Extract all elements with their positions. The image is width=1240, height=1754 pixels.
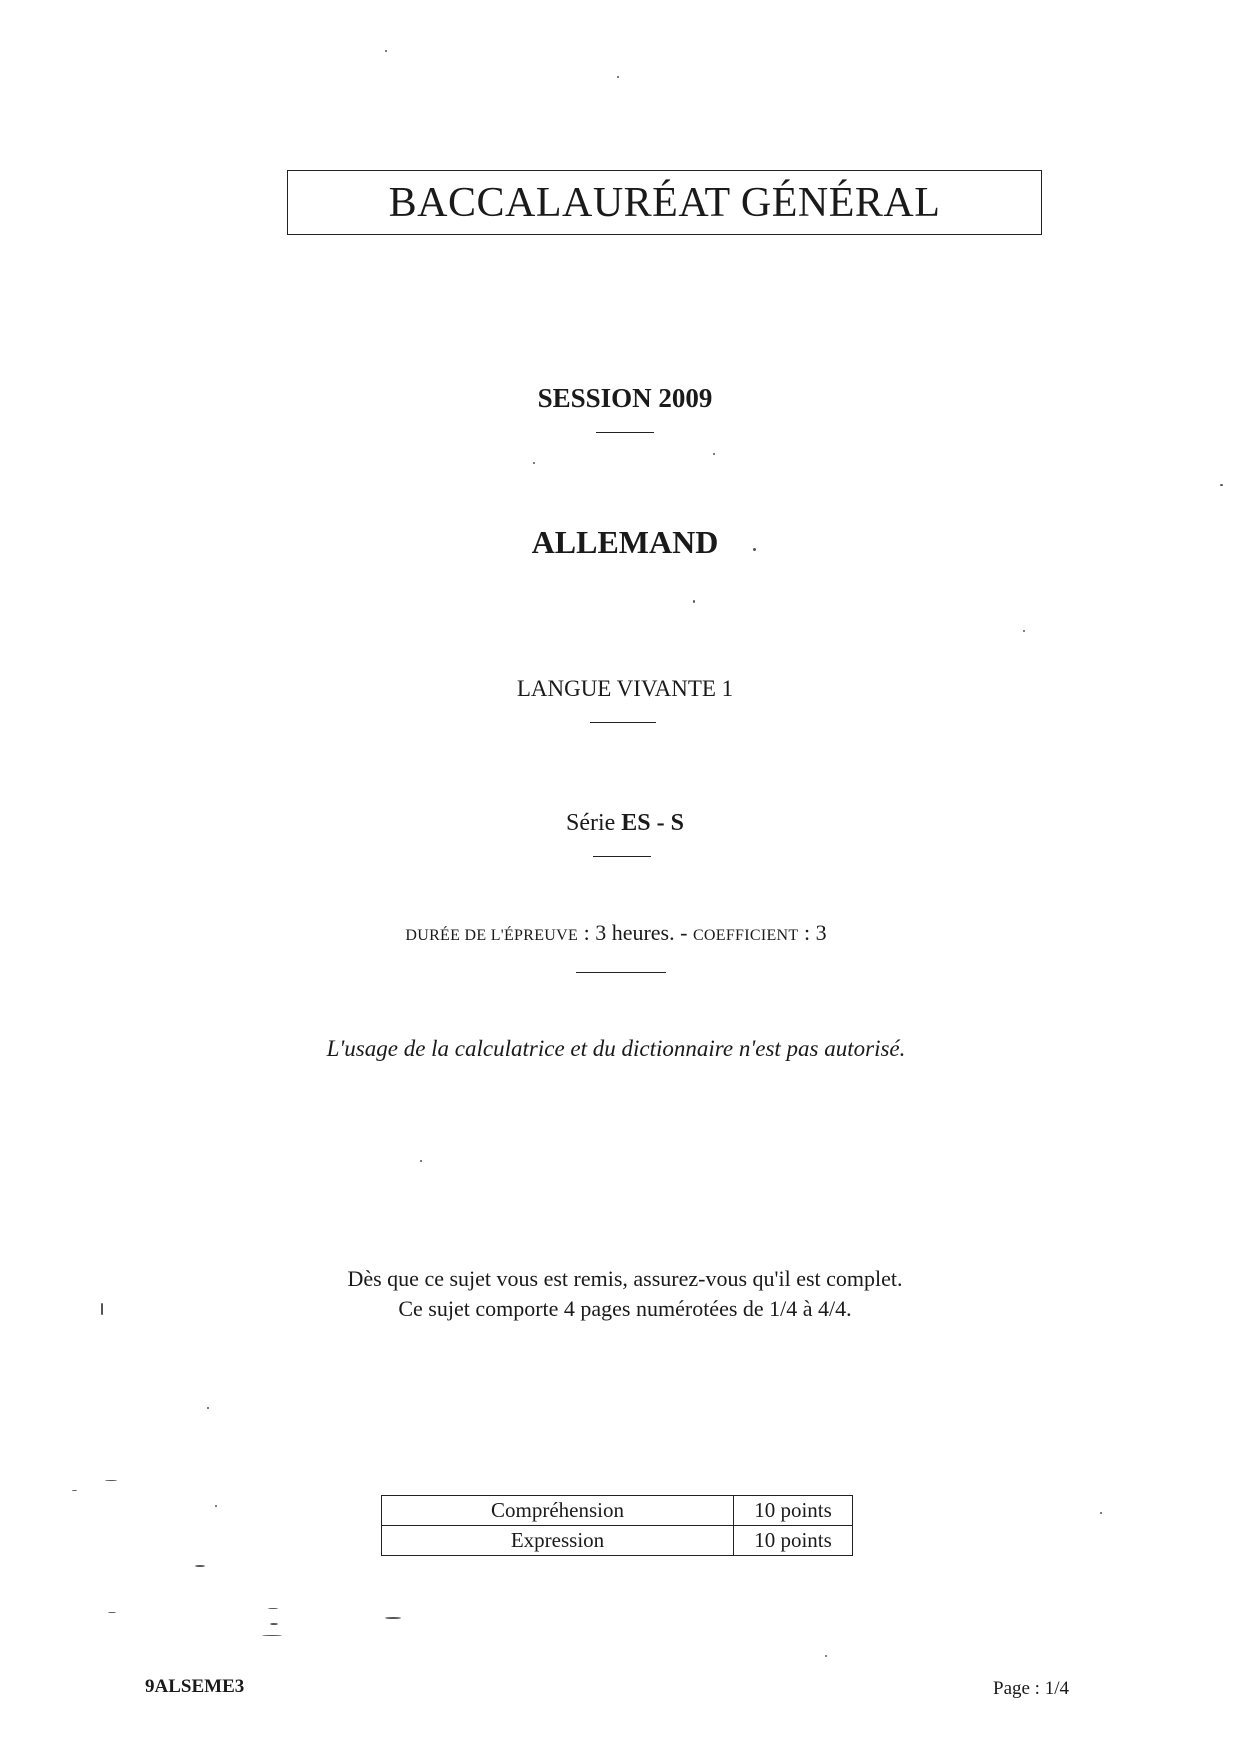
scoring-table [381, 1495, 853, 1556]
page-number: Page : 1/4 [993, 1678, 1069, 1699]
instructions-line-1: Dès que ce sujet vous est remis, assurez-vous qu'il est complet. [347, 1266, 903, 1291]
scan-speck [385, 1617, 401, 1619]
scan-speck [270, 1623, 278, 1625]
exam-title: BACCALAURÉAT GÉNÉRAL [388, 179, 941, 226]
scan-speck [108, 1612, 116, 1613]
divider [590, 722, 656, 723]
scan-speck [825, 1655, 827, 1657]
scan-speck [105, 1480, 117, 1481]
exam-code: 9ALSEME3 [145, 1676, 245, 1697]
scan-speck [1100, 1512, 1102, 1514]
scoring-section: Expression [382, 1526, 734, 1556]
divider [593, 856, 651, 857]
table-row [382, 1526, 853, 1556]
scan-speck [1023, 630, 1025, 632]
coefficient-label: COEFFICIENT [692, 927, 799, 944]
series-value: ES - S [621, 810, 684, 836]
usage-notice: L'usage de la calculatrice et du dictionnaire n'est pas autorisé. [326, 1036, 906, 1061]
scoring-points: 10 points [734, 1496, 853, 1526]
series-prefix: Série [565, 810, 622, 836]
scan-speck [262, 1635, 282, 1636]
scan-speck [617, 76, 619, 78]
scan-speck [533, 462, 535, 464]
scan-speck [215, 1505, 217, 1507]
scan-speck [385, 50, 387, 52]
duration-line [0, 920, 1232, 946]
scan-speck [420, 1160, 422, 1162]
divider [576, 972, 666, 973]
instructions [0, 1264, 1240, 1324]
scan-speck [101, 1303, 103, 1315]
scoring-section: Compréhension [382, 1496, 734, 1526]
subject-label: ALLEMAND [531, 524, 719, 560]
session-label: SESSION 2009 [537, 383, 713, 413]
language-level-label: LANGUE VIVANTE 1 [516, 676, 734, 701]
coefficient-value: : 3 [798, 920, 827, 945]
duration-value: : 3 heures. - [578, 920, 693, 945]
series-label [0, 810, 1240, 837]
scan-speck [1220, 484, 1223, 486]
instructions-line-2: Ce sujet comporte 4 pages numérotées de 1/4 à 4/4. [398, 1296, 852, 1321]
scoring-points: 10 points [734, 1526, 853, 1556]
scan-speck [72, 1490, 77, 1491]
exam-title-box [287, 170, 1042, 235]
scan-speck [268, 1608, 278, 1609]
duration-label: DURÉE DE L'ÉPREUVE [405, 927, 579, 944]
table-row [382, 1496, 853, 1526]
scan-speck [753, 548, 756, 551]
scan-speck [195, 1565, 205, 1567]
scan-speck [207, 1407, 209, 1409]
scan-speck [713, 453, 715, 455]
scan-speck [693, 600, 695, 603]
divider [596, 432, 654, 433]
